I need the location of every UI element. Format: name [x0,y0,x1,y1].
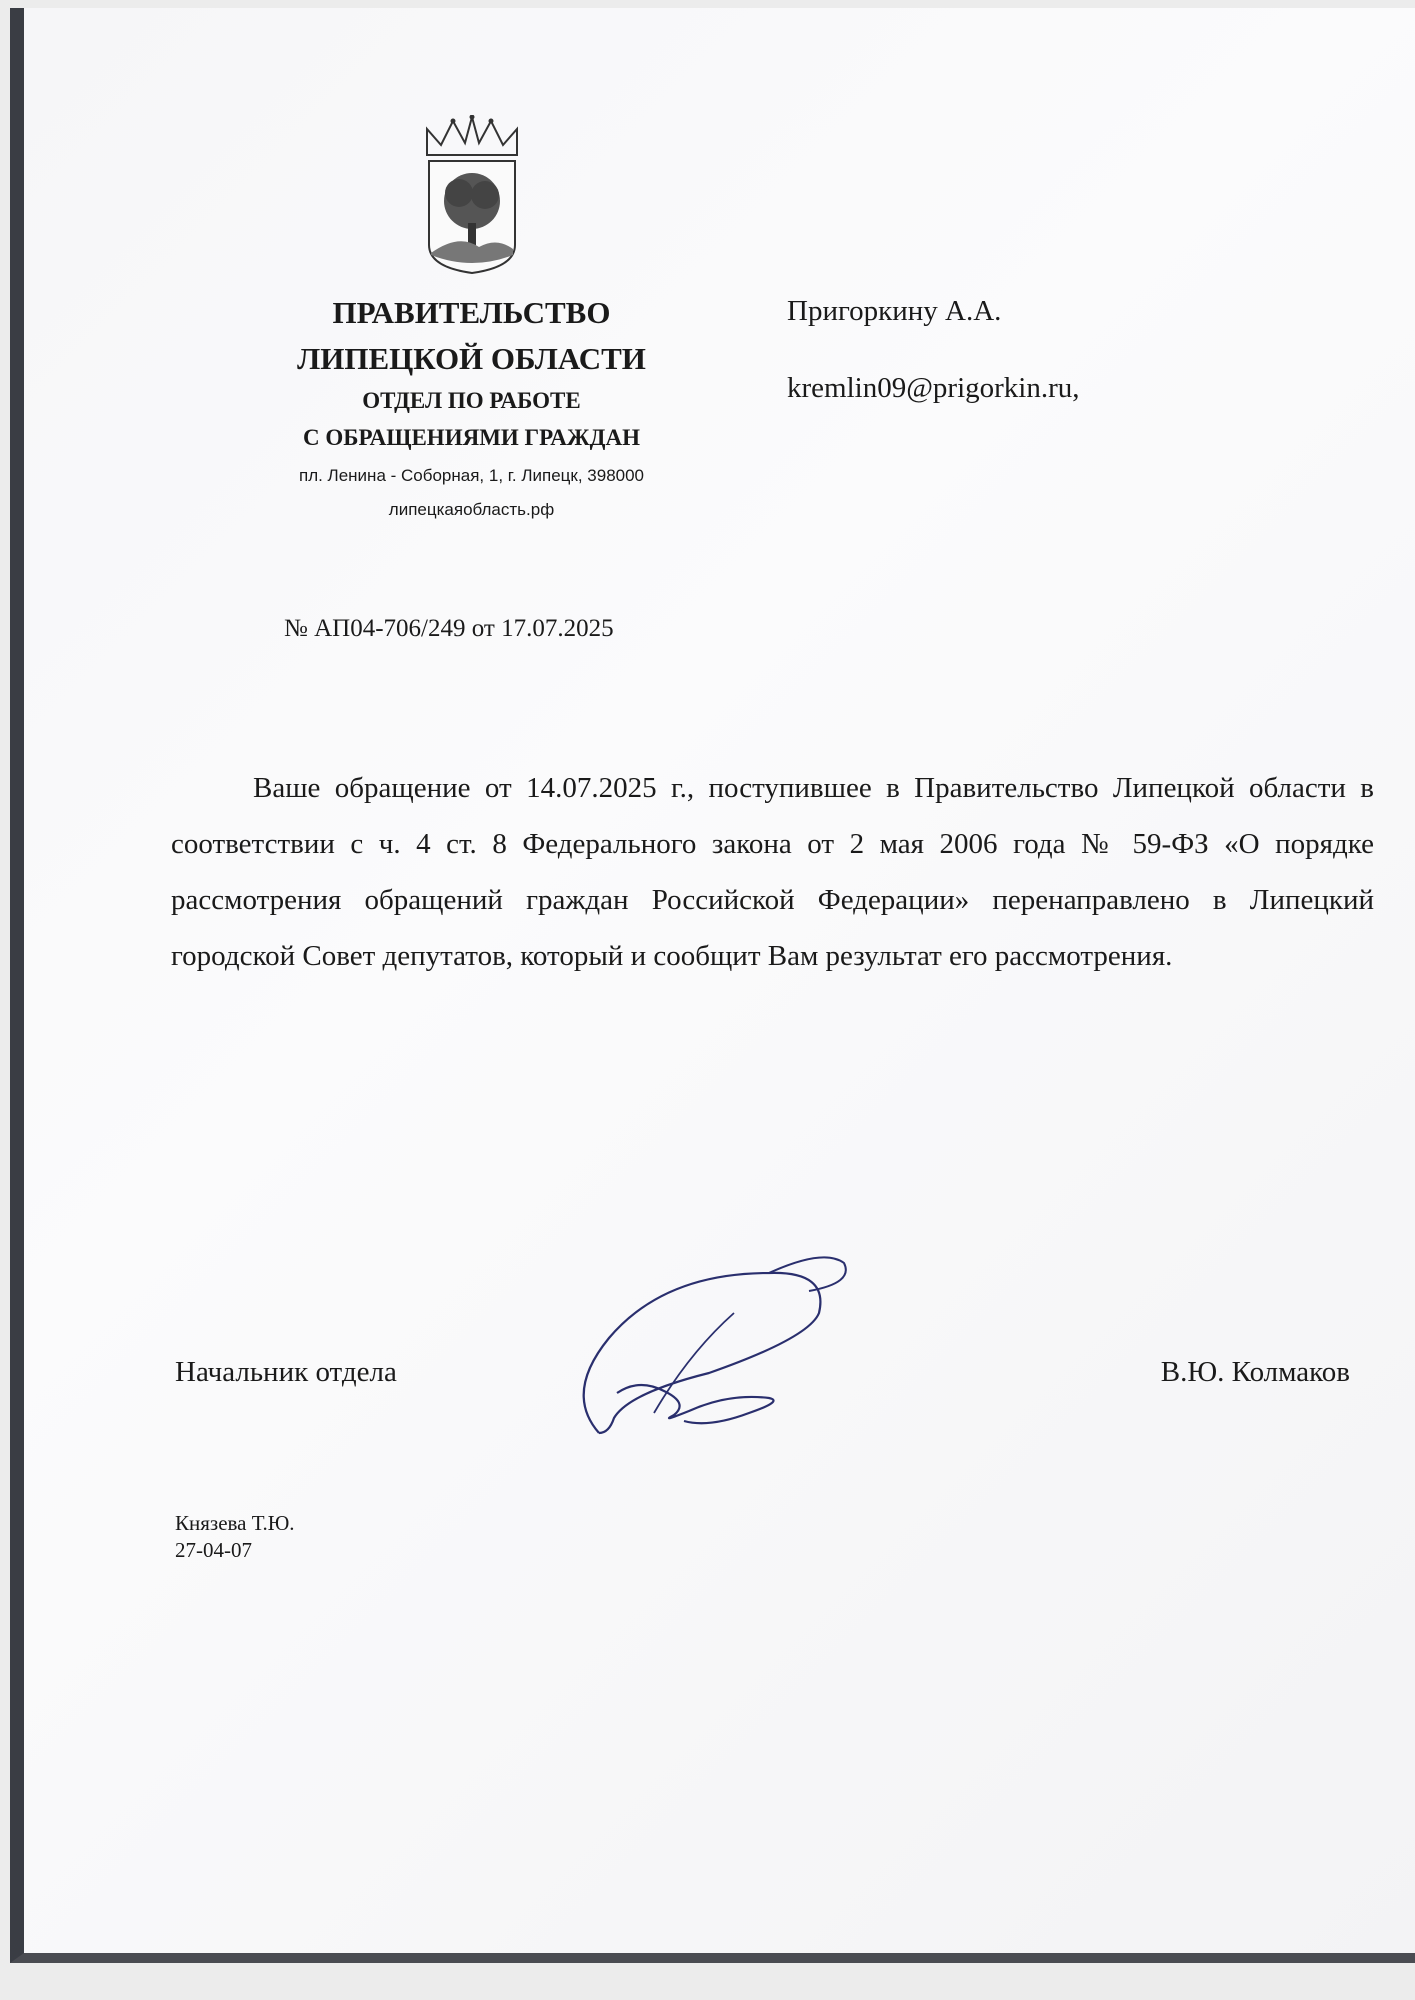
executor-phone: 27-04-07 [175,1538,252,1562]
executor-block [175,1510,295,1564]
handwritten-signature [569,1243,869,1443]
signatory-name: В.Ю. Колмаков [1160,1356,1350,1388]
executor-name: Князева Т.Ю. [175,1511,295,1535]
recipient-email: kremlin09@prigorkin.ru, [787,372,1080,404]
document-number: № АП04-706/249 от 17.07.2025 [284,615,614,642]
org-name-line2: ЛИПЕЦКОЙ ОБЛАСТИ [297,341,646,376]
recipient-name: Пригоркину А.А. [787,295,1002,327]
letterhead [254,290,689,527]
letter-page [10,8,1415,1963]
org-address: пл. Ленина - Соборная, 1, г. Липецк, 398000 [298,466,645,485]
letter-body: Ваше обращение от 14.07.2025 г., поступившее в Правительство Липецкой области в соответствии с ч. 4 ст. 8 Федерального закона от 2 мая 2006 года № 59-ФЗ «О порядке рассмотрения обращений граждан Российской Федерации» перенаправлено в Липецкий городской Совет депутатов, который и сообщит Вам результат его рассмотрения. [171,772,1374,972]
org-website: липецкаяобласть.рф [388,500,555,519]
dept-name-line1: ОТДЕЛ ПО РАБОТЕ [362,388,581,413]
recipient-block [787,273,1080,427]
org-name-line1: ПРАВИТЕЛЬСТВО [332,295,611,330]
signatory-position: Начальник отдела [175,1356,397,1388]
dept-name-line2: С ОБРАЩЕНИЯМИ ГРАЖДАН [303,425,640,450]
coat-of-arms-icon [419,115,525,277]
